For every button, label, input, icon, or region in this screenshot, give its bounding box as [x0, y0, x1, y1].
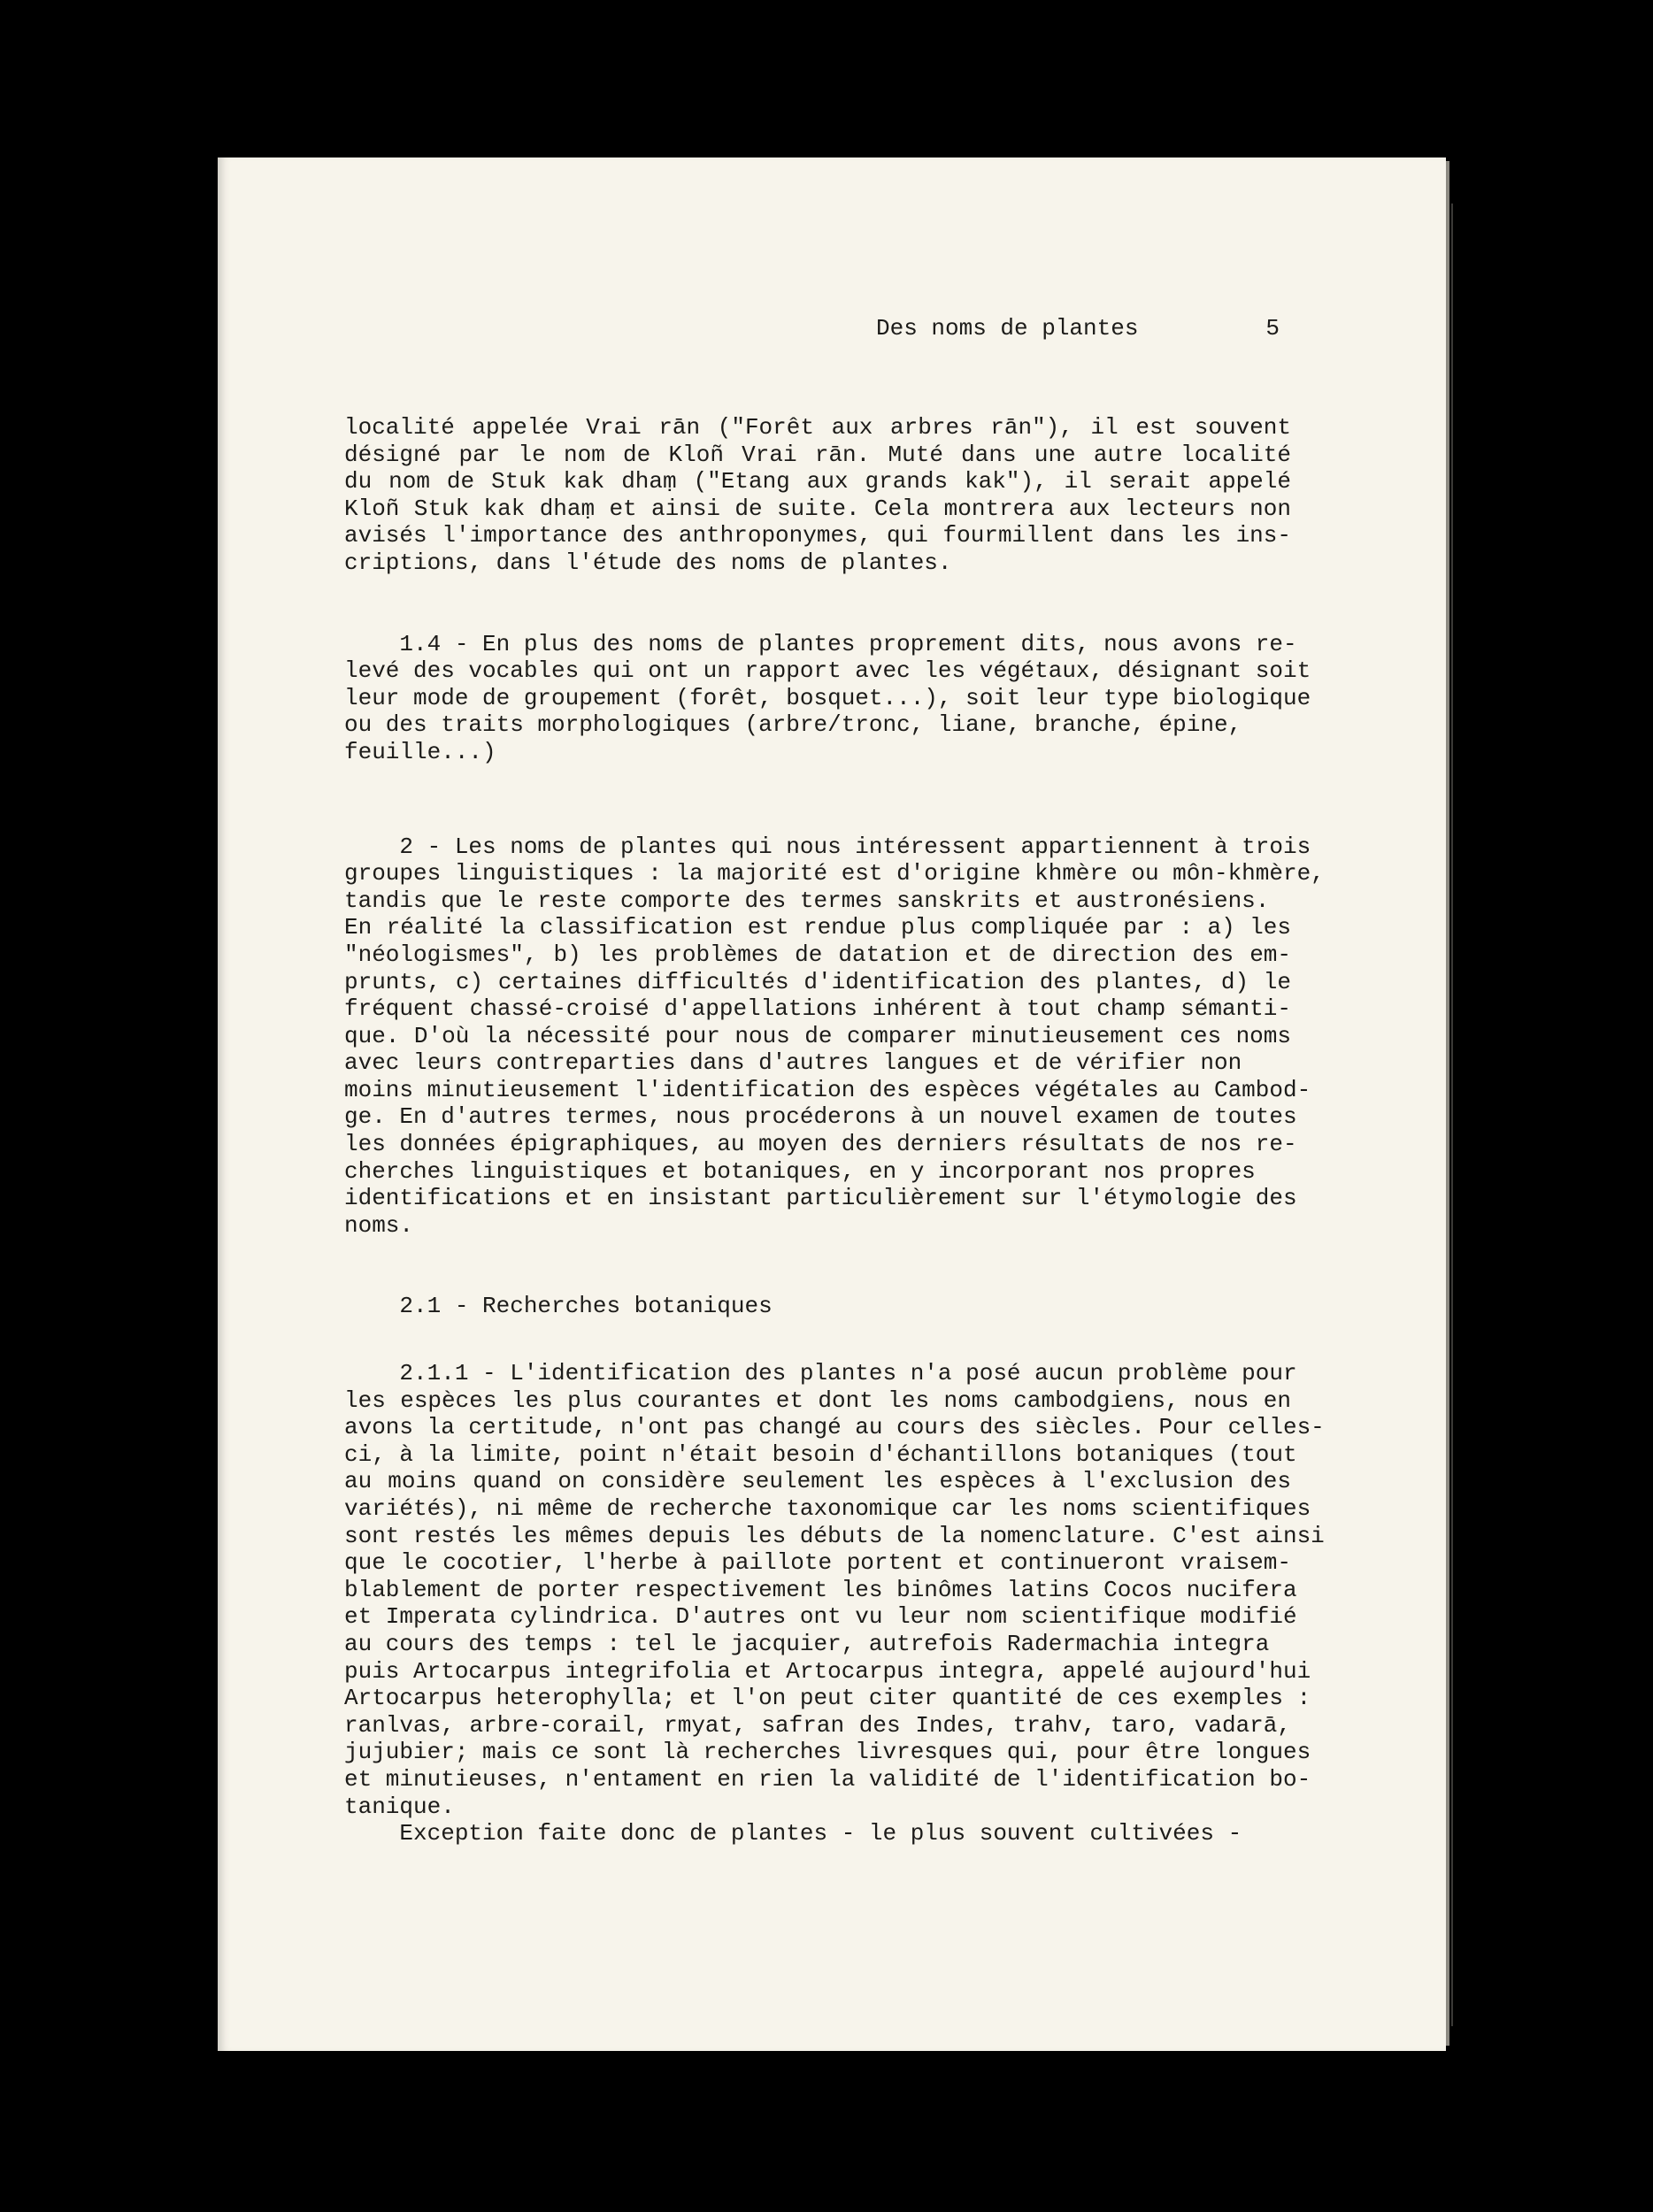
- text-line: noms.: [344, 1211, 414, 1239]
- paragraph-2: [344, 833, 1325, 1240]
- running-title: Des noms de plantes: [876, 315, 1139, 342]
- section-heading: 2.1 - Recherches botaniques: [344, 1293, 773, 1320]
- page-number: 5: [1265, 315, 1280, 342]
- text-line: puis Artocarpus integrifolia et Artocarpus integra, appelé aujourd'hui: [344, 1657, 1311, 1685]
- text-line: que le cocotier, l'herbe à paillote portent et continueront vraisem-: [344, 1549, 1291, 1577]
- text-line: et minutieuses, n'entament en rien la validité de l'identification bo-: [344, 1765, 1311, 1793]
- text-line: ci, à la limite, point n'était besoin d'échantillons botaniques (tout: [344, 1440, 1297, 1468]
- body-text: [344, 414, 1325, 1847]
- text-line: levé des vocables qui ont un rapport avec les végétaux, désignant soit: [344, 657, 1311, 685]
- text-line: avons la certitude, n'ont pas changé au cours des siècles. Pour celles-: [344, 1414, 1325, 1441]
- paragraph-continuation: [344, 414, 1291, 577]
- paragraph-gap: [344, 766, 1291, 833]
- text-line: moins minutieusement l'identification des espèces végétales au Cambod-: [344, 1076, 1311, 1103]
- text-line: les données épigraphiques, au moyen des derniers résultats de nos re-: [344, 1131, 1297, 1158]
- text-line: cherches linguistiques et botaniques, en y incorporant nos propres: [344, 1157, 1256, 1185]
- text-line: blablement de porter respectivement les binômes latins Cocos nucifera: [344, 1576, 1297, 1603]
- paragraph-gap: [344, 577, 1291, 631]
- text-line: groupes linguistiques : la majorité est d'origine khmère ou môn-khmère,: [344, 860, 1325, 887]
- text-line: Kloñ Stuk kak dhaṃ et ainsi de suite. Cela montrera aux lecteurs non: [344, 495, 1291, 522]
- running-header: [876, 315, 1280, 342]
- text-line: tanique.: [344, 1793, 455, 1820]
- text-line: "néologismes", b) les problèmes de datation et de direction des em-: [344, 941, 1291, 968]
- text-line: sont restés les mêmes depuis les débuts de la nomenclature. C'est ainsi: [344, 1522, 1325, 1549]
- paragraph-1-4: [344, 630, 1311, 766]
- text-line: avec leurs contreparties dans d'autres langues et de vérifier non: [344, 1049, 1242, 1077]
- text-line: ou des traits morphologiques (arbre/tronc, liane, branche, épine,: [344, 711, 1242, 739]
- text-line: Artocarpus heterophylla; et l'on peut citer quantité de ces exemples :: [344, 1685, 1311, 1712]
- text-line: En réalité la classification est rendue plus compliquée par : a) les: [344, 914, 1291, 941]
- text-line: prunts, c) certaines difficultés d'identification des plantes, d) le: [344, 968, 1291, 995]
- text-line: au moins quand on considère seulement les espèces à l'exclusion des: [344, 1468, 1291, 1495]
- paragraph-gap: [344, 1239, 1291, 1293]
- text-line: ge. En d'autres termes, nous procéderons à un nouvel examen de toutes: [344, 1103, 1297, 1131]
- text-line: ranlvas, arbre-corail, rmyat, safran des Indes, trahv, taro, vadarā,: [344, 1711, 1291, 1739]
- text-line: feuille...): [344, 738, 496, 765]
- text-line: et Imperata cylindrica. D'autres ont vu leur nom scientifique modifié: [344, 1603, 1297, 1631]
- text-line: localité appelée Vrai rān ("Forêt aux arbres rān"), il est souvent: [344, 414, 1291, 441]
- text-line: jujubier; mais ce sont là recherches livresques qui, pour être longues: [344, 1739, 1311, 1766]
- text-line: avisés l'importance des anthroponymes, qui fourmillent dans les ins-: [344, 522, 1291, 549]
- paper-edge-shadow: [1451, 204, 1453, 2026]
- text-line: identifications et en insistant particulièrement sur l'étymologie des: [344, 1185, 1297, 1212]
- text-line: du nom de Stuk kak dhaṃ ("Etang aux grands kak"), il serait appelé: [344, 468, 1291, 495]
- text-line: désigné par le nom de Kloñ Vrai rān. Muté dans une autre localité: [344, 441, 1291, 468]
- text-line: les espèces les plus courantes et dont les noms cambodgiens, nous en: [344, 1386, 1291, 1414]
- text-line: que. D'où la nécessité pour nous de comparer minutieusement ces noms: [344, 1022, 1291, 1049]
- paragraph-2-1-1: [344, 1360, 1325, 1820]
- paper-edge: [1446, 161, 1449, 2046]
- paragraph-exception: [344, 1820, 1291, 1847]
- text-line: criptions, dans l'étude des noms de plantes.: [344, 549, 952, 576]
- text-line: 2 - Les noms de plantes qui nous intéressent appartiennent à trois: [344, 833, 1311, 860]
- text-line: Exception faite donc de plantes - le plus souvent cultivées -: [344, 1820, 1242, 1847]
- text-line: tandis que le reste comporte des termes sanskrits et austronésiens.: [344, 887, 1270, 914]
- text-line: leur mode de groupement (forêt, bosquet...), soit leur type biologique: [344, 684, 1311, 711]
- paragraph-gap: [344, 1320, 1291, 1360]
- text-line: variétés), ni même de recherche taxonomique car les noms scientifiques: [344, 1495, 1311, 1522]
- text-line: fréquent chassé-croisé d'appellations inhérent à tout champ sémanti-: [344, 995, 1291, 1023]
- text-line: 2.1.1 - L'identification des plantes n'a posé aucun problème pour: [344, 1360, 1297, 1387]
- text-line: 1.4 - En plus des noms de plantes proprement dits, nous avons re-: [344, 630, 1297, 657]
- section-heading-2-1: [344, 1293, 1291, 1320]
- text-line: au cours des temps : tel le jacquier, autrefois Radermachia integra: [344, 1630, 1270, 1657]
